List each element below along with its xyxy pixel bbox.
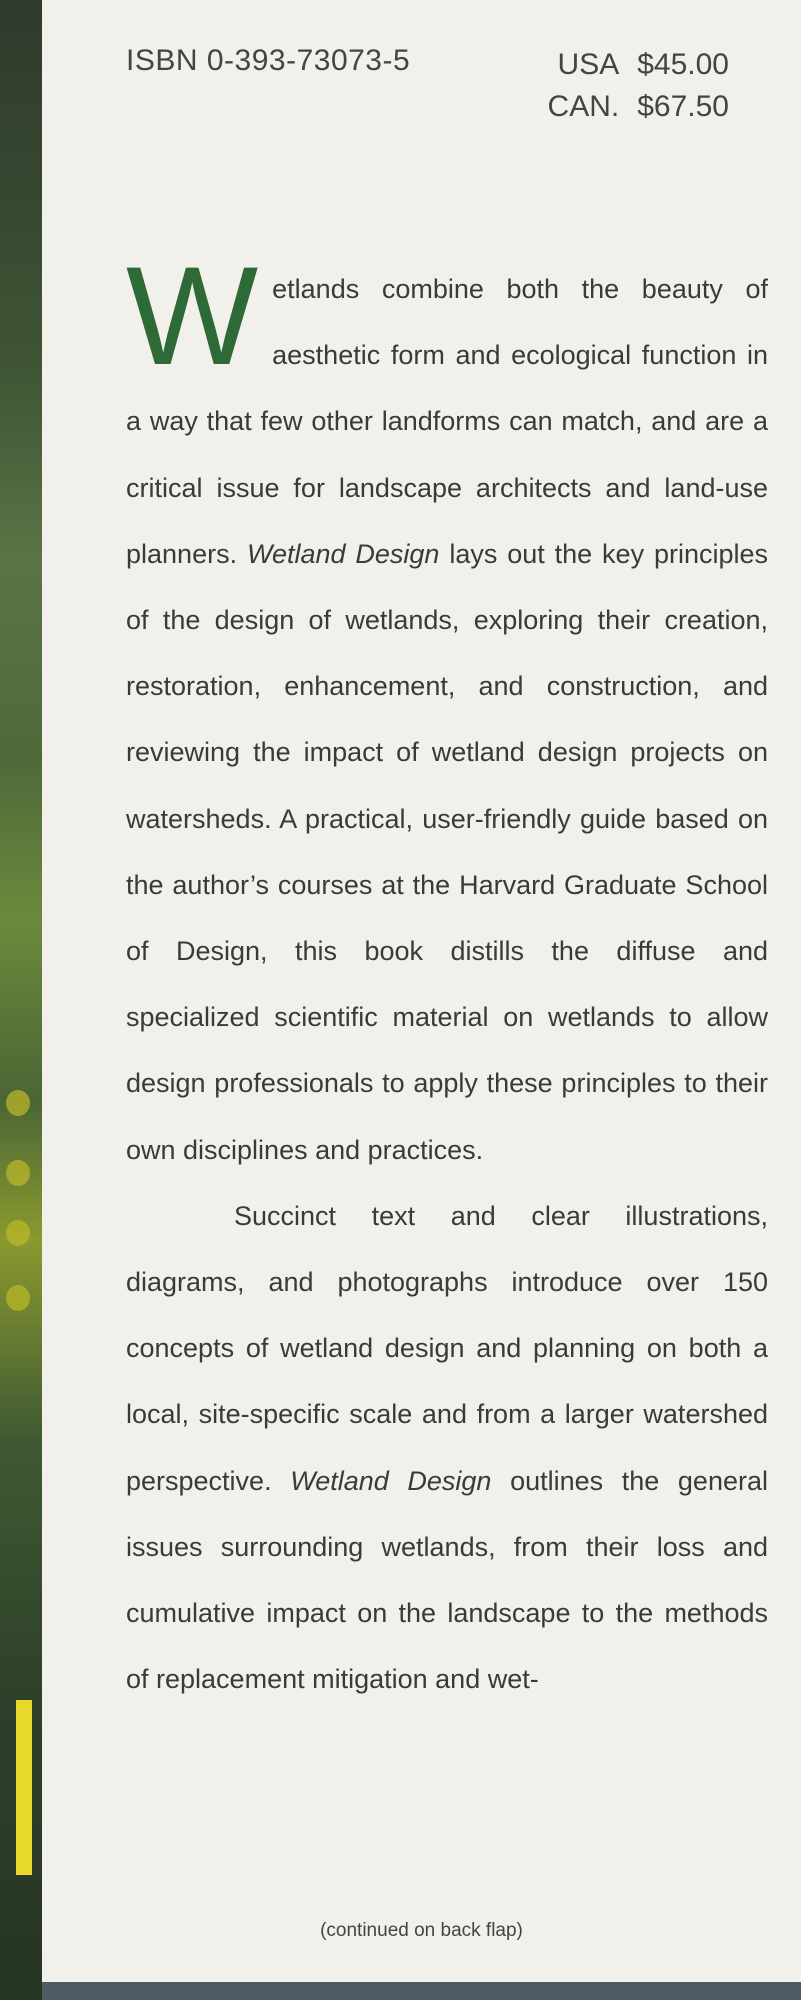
flap-copy	[126, 237, 768, 1712]
p2-text-a: Succinct text and clear illustrations, diagrams, and photographs introduce over 150 concepts of wetland design and planning on both a local, site-specific scale and from a larger watershed perspective.	[126, 1200, 768, 1496]
drop-cap: W	[126, 237, 259, 394]
isbn: ISBN 0-393-73073-5	[126, 44, 411, 77]
book-title: Wetland Design	[246, 538, 440, 569]
price-can-value: $67.50	[637, 90, 729, 123]
yellow-label-tab	[16, 1700, 32, 1875]
flower-mark	[6, 1090, 30, 1116]
flower-mark	[6, 1285, 30, 1311]
book-title: Wetland Design	[290, 1465, 492, 1496]
p2-text-b: outlines the general issues surrounding wetlands, from their loss and cumulative impact on the landscape to the methods of replacement mitigation and wet-	[126, 1465, 768, 1695]
price-can-label: CAN.	[547, 90, 620, 123]
continued-note: (continued on back flap)	[320, 1920, 523, 1941]
price-usa	[548, 44, 729, 86]
flower-mark	[6, 1220, 30, 1246]
paragraph-2	[126, 1183, 768, 1713]
price-can	[548, 86, 729, 128]
front-flap	[42, 0, 801, 1982]
p1-text-a: etlands combine both the beauty of aesthetic form and ecological function in a way that few other landforms can match, and are a critical issue for landscape architects and land-use planners.	[126, 274, 768, 569]
flap-bottom-edge	[42, 1982, 801, 2000]
price-block	[548, 44, 729, 128]
paragraph-1	[126, 237, 768, 1183]
p1-text-b: lays out the key principles of the design of wetlands, exploring their creation, restoration, enhancement, and construction, and reviewing the impact of wetland design projects on watersheds. A practical, user-friendly guide based on the author’s courses at the Harvard Graduate School of Design, this book distills the diffuse and specialized scientific material on wetlands to allow design professionals to apply these principles to their own disciplines and practices.	[126, 538, 768, 1165]
price-usa-label: USA	[557, 48, 620, 81]
price-usa-value: $45.00	[637, 48, 729, 81]
flower-mark	[6, 1160, 30, 1186]
